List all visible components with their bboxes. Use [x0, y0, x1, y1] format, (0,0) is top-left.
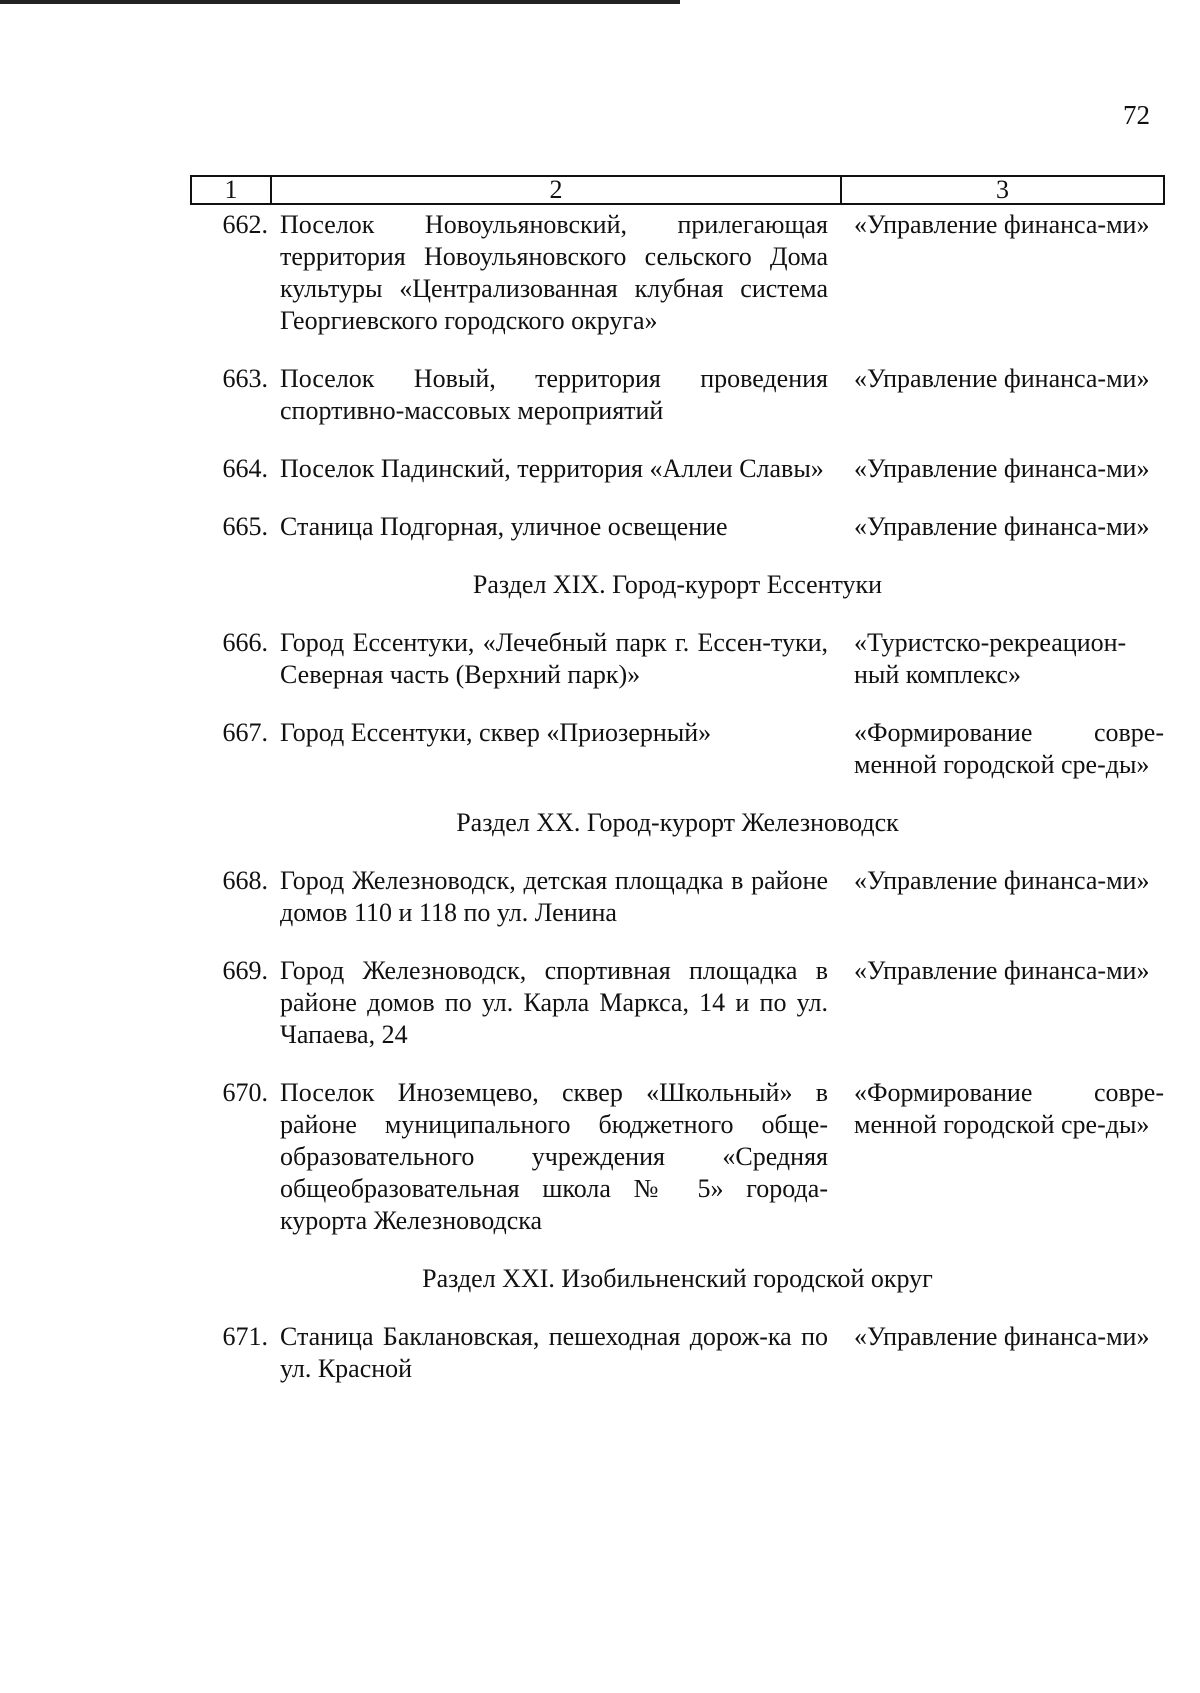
row-number: 668.	[222, 866, 268, 895]
row-number: 670.	[222, 1078, 268, 1107]
row-description: Станица Подгорная, уличное освещение	[280, 512, 728, 541]
row-program: «Управление финанса-ми»	[854, 866, 1150, 895]
table-row	[190, 717, 1165, 781]
row-number: 669.	[222, 956, 268, 985]
table-row	[190, 627, 1165, 691]
row-number: 671.	[222, 1322, 268, 1351]
row-program: «Управление финанса-ми»	[854, 364, 1150, 393]
table-body	[190, 209, 1165, 1385]
table-row	[190, 511, 1165, 543]
row-program: «Управление финанса-ми»	[854, 210, 1150, 239]
row-description: Станица Баклановская, пешеходная дорож-ка по ул. Красной	[280, 1322, 828, 1383]
top-rule	[0, 0, 680, 4]
row-number: 662.	[222, 210, 268, 239]
row-description: Поселок Падинский, территория «Аллеи Славы»	[280, 454, 824, 483]
table-header	[190, 175, 1165, 205]
table-header-col-1: 1	[192, 177, 272, 203]
page-number: 72	[1123, 100, 1150, 130]
row-description: Город Ессентуки, «Лечебный парк г. Ессен-туки, Северная часть (Верхний парк)»	[280, 628, 828, 689]
row-program: «Туристско-рекреацион-ный комплекс»	[854, 628, 1127, 689]
row-program: «Управление финанса-ми»	[854, 1322, 1150, 1351]
row-number: 666.	[222, 628, 268, 657]
section-heading: Раздел XX. Город-курорт Железноводск	[456, 808, 899, 837]
row-description: Город Железноводск, спортивная площадка в районе домов по ул. Карла Маркса, 14 и по ул. Чапаева, 24	[280, 956, 828, 1049]
table-row	[190, 1321, 1165, 1385]
table-row	[190, 865, 1165, 929]
row-description: Город Ессентуки, сквер «Приозерный»	[280, 718, 712, 747]
row-program: «Управление финанса-ми»	[854, 454, 1150, 483]
row-number: 663.	[222, 364, 268, 393]
row-description: Город Железноводск, детская площадка в районе домов 110 и 118 по ул. Ленина	[280, 866, 828, 927]
row-description: Поселок Новый, территория проведения спортивно-массовых мероприятий	[280, 364, 828, 425]
table-row	[190, 1077, 1165, 1237]
row-number: 664.	[222, 454, 268, 483]
row-program: «Формирование совре-менной городской сре-ды»	[854, 718, 1164, 779]
table-header-col-3: 3	[996, 175, 1009, 204]
table-row	[190, 363, 1165, 427]
table-header-col-2: 2	[272, 177, 842, 203]
row-number: 667.	[222, 718, 268, 747]
row-number: 665.	[222, 512, 268, 541]
row-program: «Управление финанса-ми»	[854, 512, 1150, 541]
table-row	[190, 453, 1165, 485]
table-row	[190, 955, 1165, 1051]
row-description: Поселок Иноземцево, сквер «Школьный» в районе муниципального бюджетного обще-образовательного учреждения «Средняя общеобразовательная школа № 5» города-курорта Железноводска	[280, 1078, 828, 1235]
section-heading: Раздел XIX. Город-курорт Ессентуки	[472, 570, 883, 599]
row-program: «Управление финанса-ми»	[854, 956, 1150, 985]
row-program: «Формирование совре-менной городской сре-ды»	[854, 1078, 1164, 1139]
row-description: Поселок Новоульяновский, прилегающая территория Новоульяновского сельского Дома культуры «Централизованная клубная система Георгиевского городского округа»	[280, 210, 828, 335]
section-heading: Раздел XXI. Изобильненский городской округ	[422, 1264, 933, 1293]
table-row	[190, 209, 1165, 337]
